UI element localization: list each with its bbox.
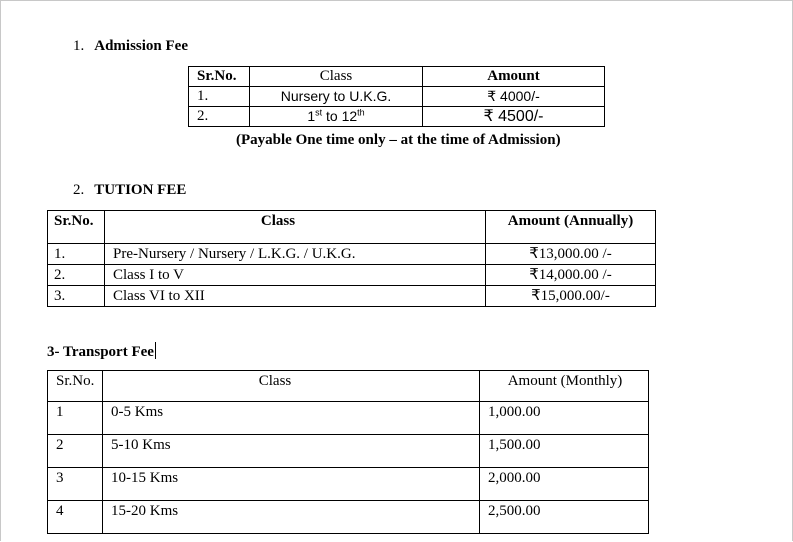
table-row: [48, 435, 649, 468]
class-cell: Pre-Nursery / Nursery / L.K.G. / U.K.G.: [105, 244, 486, 265]
header-cell: Amount (Monthly): [480, 371, 649, 402]
header-cell: Amount (Annually): [486, 211, 656, 244]
class-cell: Nursery to U.K.G.: [250, 87, 423, 107]
sr-cell: 2.: [189, 107, 250, 127]
section-title: Admission Fee: [94, 38, 188, 54]
table-header-row: [48, 211, 656, 244]
table-row: [48, 501, 649, 534]
table-row: [48, 402, 649, 435]
amount-cell: ₹13,000.00 /-: [486, 244, 656, 265]
admission-fee-heading: [73, 38, 188, 55]
section-title: TUTION FEE: [94, 182, 187, 198]
amount-cell: ₹14,000.00 /-: [486, 265, 656, 286]
section-title: 3- Transport Fee: [47, 344, 154, 360]
header-cell: Sr.No.: [189, 67, 250, 87]
sr-cell: 1.: [189, 87, 250, 107]
header-cell: Class: [250, 67, 423, 87]
class-cell: 15-20 Kms: [103, 501, 480, 534]
amount-cell: ₹15,000.00/-: [486, 286, 656, 307]
ordinal-suffix: th: [357, 107, 365, 118]
amount-cell: ₹ 4000/-: [423, 87, 605, 107]
amount-cell: 2,500.00: [480, 501, 649, 534]
table-header-row: [48, 371, 649, 402]
text-cursor: [155, 342, 156, 359]
header-cell: Sr.No.: [48, 211, 105, 244]
sr-cell: 2: [48, 435, 103, 468]
table-header-row: [189, 67, 605, 87]
table-row: [48, 244, 656, 265]
sr-cell: 3: [48, 468, 103, 501]
ordinal-suffix: st: [315, 107, 323, 118]
header-cell: Amount: [423, 67, 605, 87]
amount-cell: 1,000.00: [480, 402, 649, 435]
table-row: [189, 107, 605, 127]
class-from: 1: [307, 108, 316, 124]
sr-cell: 1.: [48, 244, 105, 265]
class-cell: Class VI to XII: [105, 286, 486, 307]
transport-fee-heading: [47, 342, 156, 361]
amount-cell: 2,000.00: [480, 468, 649, 501]
sr-cell: 1: [48, 402, 103, 435]
section-number: 1.: [73, 38, 85, 54]
class-to: to 12: [322, 108, 358, 124]
sr-cell: 3.: [48, 286, 105, 307]
header-cell: Sr.No.: [48, 371, 103, 402]
table-row: [48, 265, 656, 286]
table-row: [189, 87, 605, 107]
class-cell: 0-5 Kms: [103, 402, 480, 435]
amount-cell: ₹ 4500/-: [423, 107, 605, 127]
tuition-fee-heading: [73, 182, 186, 199]
table-row: [48, 286, 656, 307]
sr-cell: 2.: [48, 265, 105, 286]
sr-cell: 4: [48, 501, 103, 534]
header-cell: Class: [105, 211, 486, 244]
transport-fee-table: [47, 370, 649, 534]
amount-cell: 1,500.00: [480, 435, 649, 468]
class-cell: [250, 107, 423, 127]
admission-note: (Payable One time only – at the time of Admission): [236, 132, 561, 148]
admission-fee-table: [188, 66, 605, 127]
section-number: 2.: [73, 182, 85, 198]
table-row: [48, 468, 649, 501]
tuition-fee-table: [47, 210, 656, 307]
class-cell: 10-15 Kms: [103, 468, 480, 501]
header-cell: Class: [103, 371, 480, 402]
class-cell: Class I to V: [105, 265, 486, 286]
class-cell: 5-10 Kms: [103, 435, 480, 468]
